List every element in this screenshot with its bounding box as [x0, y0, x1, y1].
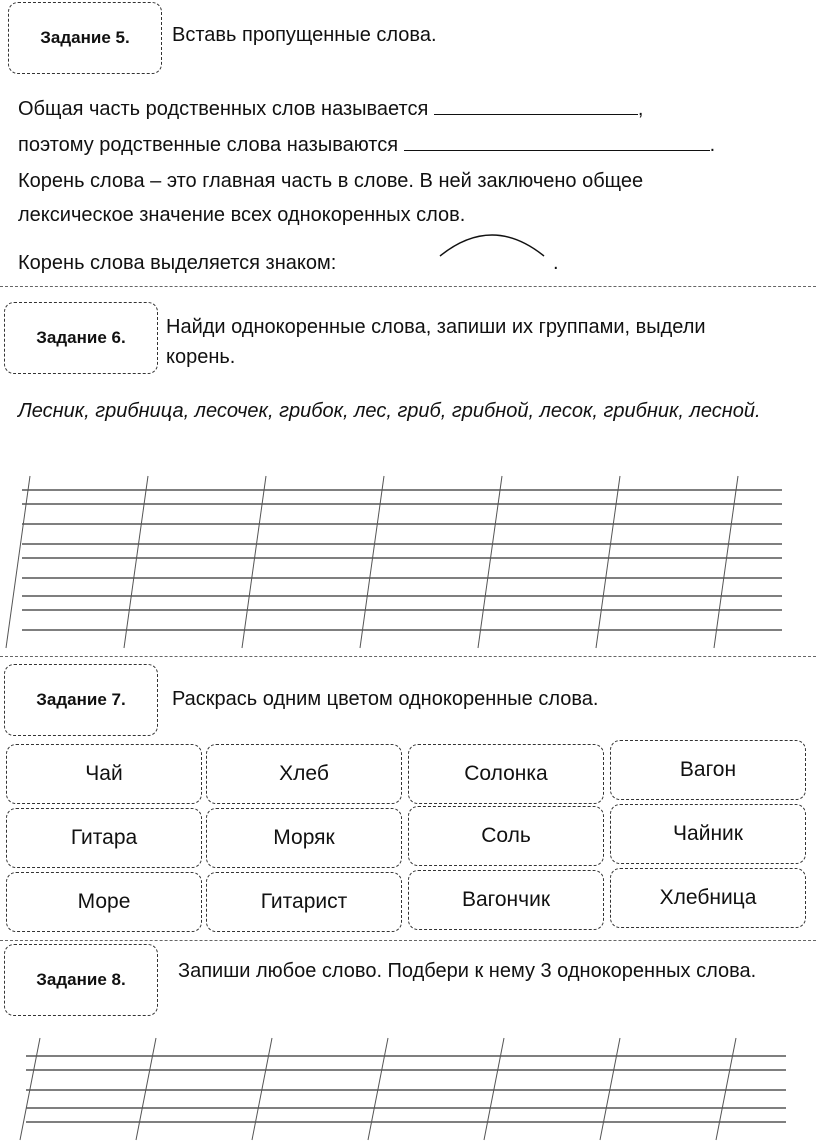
- word-box-chainik[interactable]: [610, 804, 806, 864]
- task5-instruction: Вставь пропущенные слова.: [172, 24, 437, 46]
- task7-label: [4, 664, 158, 736]
- word-text: Моряк: [273, 826, 335, 849]
- separator-3: [0, 940, 816, 941]
- word-box-gitara[interactable]: [6, 808, 202, 868]
- task5-line1-text: Общая часть родственных слов называется: [18, 98, 429, 120]
- task5-blank1[interactable]: [434, 94, 638, 115]
- word-text: Чай: [85, 762, 123, 785]
- word-text: Солонка: [464, 762, 548, 785]
- task6-words: Лесник, грибница, лесочек, грибок, лес, гриб, грибной, лесок, грибник, лесной.: [18, 400, 761, 422]
- task5-line5-end: .: [553, 252, 559, 274]
- task8-writing-lines: [0, 1034, 816, 1142]
- word-box-moryak[interactable]: [206, 808, 402, 868]
- task6-instruction: Найди однокоренные слова, запиши их группами, выдели корень.: [166, 316, 706, 368]
- task8-label: [4, 944, 158, 1016]
- task5-line2: [18, 130, 715, 160]
- task5-line3: Корень слова – это главная часть в слове. В ней заключено общее: [18, 170, 644, 192]
- word-box-vagon[interactable]: [610, 740, 806, 800]
- task5-line1-end: ,: [637, 98, 644, 120]
- word-box-solonka[interactable]: [408, 744, 604, 804]
- task5-label: [8, 2, 162, 74]
- task8-instruction: Запиши любое слово. Подбери к нему 3 однокоренных слова.: [178, 960, 757, 982]
- word-text: Вагон: [679, 758, 737, 781]
- task5-line2-text: поэтому родственные слова называются: [18, 134, 399, 156]
- task5-line1: [18, 94, 643, 124]
- task6-writing-lines: [0, 472, 816, 652]
- word-text: Вагончик: [461, 888, 551, 911]
- task7-label-text: Задание 7.: [36, 690, 126, 709]
- word-box-more[interactable]: [6, 872, 202, 932]
- separator-2: [0, 656, 816, 657]
- task5-line5-text: Корень слова выделяется знаком:: [18, 252, 337, 274]
- task5-line2-end: .: [709, 134, 716, 156]
- task5-label-text: Задание 5.: [40, 28, 130, 47]
- word-box-sol[interactable]: [408, 806, 604, 866]
- word-text: Хлеб: [279, 762, 329, 785]
- word-text: Море: [77, 890, 131, 913]
- task5-line5: [18, 248, 336, 278]
- word-text: Гитара: [70, 826, 138, 849]
- word-box-vagonchik[interactable]: [408, 870, 604, 930]
- separator-1: [0, 286, 816, 287]
- task5-blank2[interactable]: [404, 130, 710, 151]
- word-box-gitarist[interactable]: [206, 872, 402, 932]
- task7-instruction: Раскрась одним цветом однокоренные слова.: [172, 688, 599, 710]
- word-box-chai[interactable]: [6, 744, 202, 804]
- task6-label-text: Задание 6.: [36, 328, 126, 347]
- root-arc-icon: [436, 226, 548, 262]
- word-box-khlebnitsa[interactable]: [610, 868, 806, 928]
- task8-label-text: Задание 8.: [36, 970, 126, 989]
- word-text: Хлебница: [659, 886, 757, 909]
- word-box-khleb[interactable]: [206, 744, 402, 804]
- word-text: Гитарист: [260, 890, 348, 913]
- word-text: Чайник: [673, 822, 743, 845]
- task6-label: [4, 302, 158, 374]
- word-text: Соль: [481, 824, 531, 847]
- task5-line4: лексическое значение всех однокоренных слов.: [18, 204, 466, 226]
